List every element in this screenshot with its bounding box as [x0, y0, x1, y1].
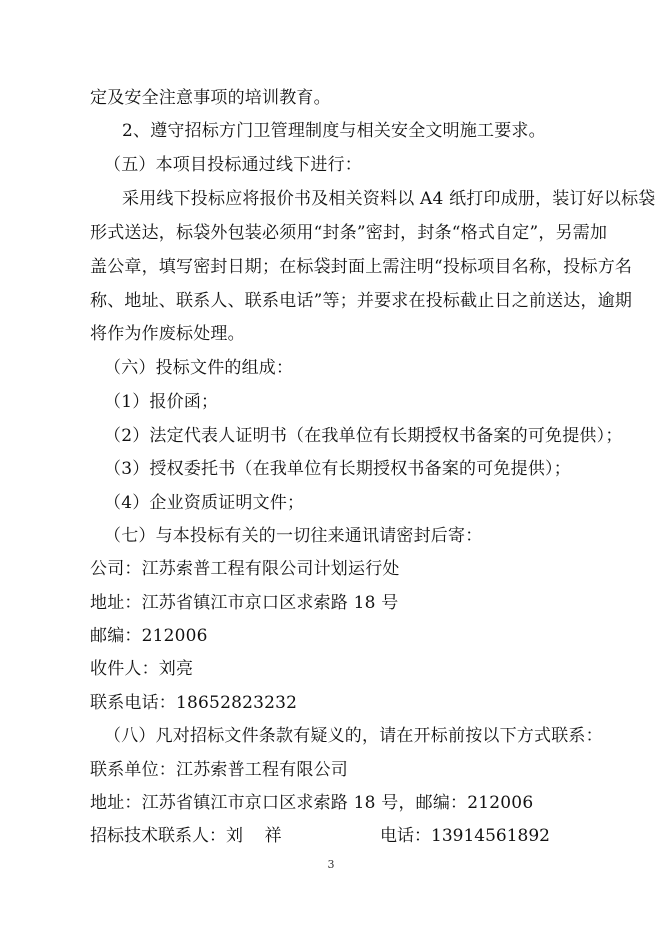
- section-heading-correspondence: （七）与本投标有关的一切往来通讯请密封后寄：: [104, 526, 483, 546]
- text-line-unit-address: 地址：江苏省镇江市京口区求索路 18 号，邮编：212006: [90, 793, 534, 813]
- list-item-legal-rep: （2）法定代表人证明书（在我单位有长期授权书备案的可免提供）；: [104, 426, 623, 446]
- list-item-qualification: （4）企业资质证明文件；: [104, 493, 305, 513]
- text-line-offline-bid-3: 盖公章，填写密封日期；在标袋封面上需注明“投标项目名称，投标方名: [90, 257, 633, 277]
- section-heading-offline-bid: （五）本项目投标通过线下进行：: [104, 155, 362, 175]
- tech-contact-line: [90, 826, 550, 846]
- page-number: 3: [327, 858, 335, 871]
- text-line-postcode: 邮编：212006: [90, 626, 208, 646]
- text-line-company: 公司：江苏索普工程有限公司计划运行处: [90, 559, 400, 579]
- text-line-address: 地址：江苏省镇江市京口区求索路 18 号: [90, 593, 399, 613]
- list-item-authorization: （3）授权委托书（在我单位有长期授权书备案的可免提供）；: [104, 459, 571, 479]
- text-line-training: 定及安全注意事项的培训教育。: [90, 88, 331, 108]
- text-line-recipient: 收件人：刘亮: [90, 659, 194, 679]
- text-line-gate-rules: 2、遵守招标方门卫管理制度与相关安全文明施工要求。: [122, 121, 546, 141]
- text-line-offline-bid-1: 采用线下投标应将报价书及相关资料以 A4 纸打印成册，装订好以标袋: [122, 189, 656, 209]
- text-line-contact-phone: 联系电话：18652823232: [90, 693, 298, 713]
- text-line-offline-bid-4: 称、地址、联系人、联系电话”等；并要求在投标截止日之前送达，逾期: [90, 291, 633, 311]
- tech-contact-name: 招标技术联系人：刘 祥: [90, 826, 282, 846]
- text-line-offline-bid-2: 形式送达，标袋外包装必须用“封条”密封，封条“格式自定”，另需加: [90, 223, 608, 243]
- text-line-offline-bid-5: 将作为作废标处理。: [90, 324, 245, 344]
- list-item-quote-letter: （1）报价函；: [104, 392, 219, 412]
- section-heading-bid-docs: （六）投标文件的组成：: [104, 358, 294, 378]
- text-line-contact-unit: 联系单位：江苏索普工程有限公司: [90, 760, 348, 780]
- tech-contact-phone: 电话：13914561892: [380, 826, 550, 846]
- section-heading-inquiries: （八）凡对招标文件条款有疑义的，请在开标前按以下方式联系：: [104, 726, 603, 746]
